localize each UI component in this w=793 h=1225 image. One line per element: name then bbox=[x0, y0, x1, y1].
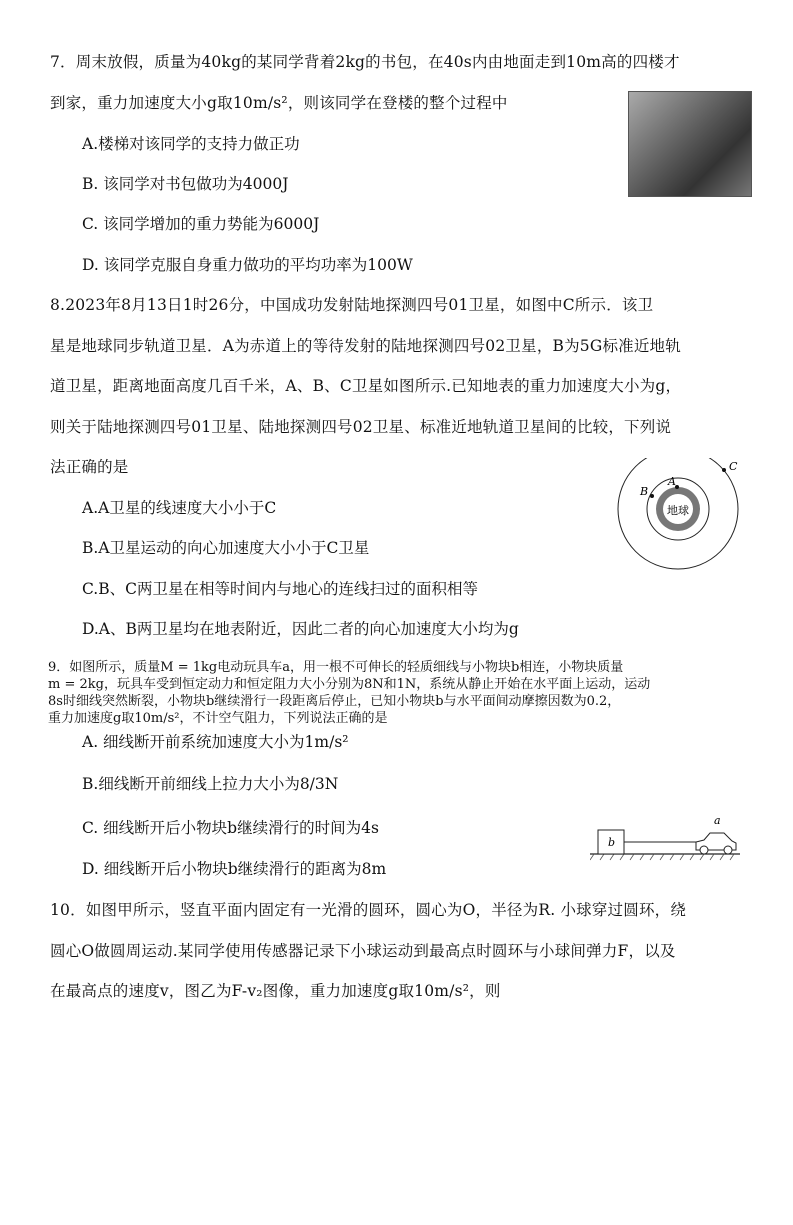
q10-line-2: 圆心O做圆周运动.某同学使用传感器记录下小球运动到最高点时圆环与小球间弹力F，以及 bbox=[50, 942, 676, 960]
q7-line-1: 7．周末放假，质量为40kg的某同学背着2kg的书包，在40s内由地面走到10m高的四楼才 bbox=[50, 53, 680, 71]
satellite-b bbox=[650, 494, 654, 498]
ground-hatch bbox=[590, 854, 734, 860]
q8-option-a: A.A卫星的线速度大小小于C bbox=[82, 499, 277, 517]
q8-line-2: 星是地球同步轨道卫星．A为赤道上的等待发射的陆地探测四号02卫星，B为5G标准近地轨 bbox=[50, 337, 681, 355]
car-wheel-rear bbox=[700, 846, 708, 854]
block-b-label: b bbox=[608, 836, 616, 849]
q10-line-3: 在最高点的速度v，图乙为F-v₂图像，重力加速度g取10m/s²，则 bbox=[50, 982, 501, 1000]
q9-line-4: 重力加速度g取10m/s²，不计空气阻力，下列说法正确的是 bbox=[48, 711, 388, 726]
label-c: C bbox=[729, 460, 738, 473]
student-stairs-photo bbox=[628, 91, 752, 197]
q8-line-5: 法正确的是 bbox=[50, 458, 129, 476]
q8-line-3: 道卫星，距离地面高度几百千米，A、B、C卫星如图所示.已知地表的重力加速度大小为g， bbox=[50, 377, 682, 395]
q9-option-a: A. 细线断开前系统加速度大小为1m/s² bbox=[82, 733, 349, 751]
q9-option-b: B.细线断开前细线上拉力大小为8/3N bbox=[82, 775, 339, 793]
q7-line-2: 到家，重力加速度大小g取10m/s²，则该同学在登楼的整个过程中 bbox=[50, 94, 508, 112]
label-b: B bbox=[640, 485, 649, 498]
q8-option-c: C.B、C两卫星在相等时间内与地心的连线扫过的面积相等 bbox=[82, 580, 478, 598]
q8-option-d: D.A、B两卫星均在地表附近，因此二者的向心加速度大小均为g bbox=[82, 620, 519, 638]
q9-line-2: m = 2kg，玩具车受到恒定动力和恒定阻力大小分别为8N和1N，系统从静止开始在水平面上运动，运动 bbox=[48, 677, 651, 692]
q9-line-1: 9．如图所示，质量M = 1kg电动玩具车a，用一根不可伸长的轻质细线与小物块b相连，小物块质量 bbox=[48, 660, 624, 675]
car-wheel-front bbox=[724, 846, 732, 854]
q7-option-a: A.楼梯对该同学的支持力做正功 bbox=[82, 135, 300, 153]
q8-line-1: 8.2023年8月13日1时26分，中国成功发射陆地探测四号01卫星，如图中C所示．该卫 bbox=[50, 296, 654, 314]
label-a: A bbox=[668, 475, 676, 488]
q9-option-c: C. 细线断开后小物块b继续滑行的时间为4s bbox=[82, 819, 379, 837]
q7-option-c: C. 该同学增加的重力势能为6000J bbox=[82, 215, 320, 233]
q7-option-d: D. 该同学克服自身重力做功的平均功率为100W bbox=[82, 256, 413, 274]
q9-option-d: D. 细线断开后小物块b继续滑行的距离为8m bbox=[82, 860, 387, 878]
earth-label: 地球 bbox=[667, 504, 689, 517]
orbit-diagram bbox=[612, 458, 752, 572]
q7-option-b: B. 该同学对书包做功为4000J bbox=[82, 175, 289, 193]
satellite-c bbox=[722, 468, 726, 472]
cart-block-diagram bbox=[590, 810, 740, 862]
q8-option-b: B.A卫星运动的向心加速度大小小于C卫星 bbox=[82, 539, 370, 557]
q8-line-4: 则关于陆地探测四号01卫星、陆地探测四号02卫星、标准近地轨道卫星间的比较，下列说 bbox=[50, 418, 672, 436]
car-label: a bbox=[714, 814, 721, 827]
q10-line-1: 10．如图甲所示，竖直平面内固定有一光滑的圆环，圆心为O，半径为R. 小球穿过圆环，绕 bbox=[50, 901, 687, 919]
q9-line-3: 8s时细线突然断裂，小物块b继续滑行一段距离后停止，已知小物块b与水平面间动摩擦因数为0.2， bbox=[48, 694, 621, 709]
